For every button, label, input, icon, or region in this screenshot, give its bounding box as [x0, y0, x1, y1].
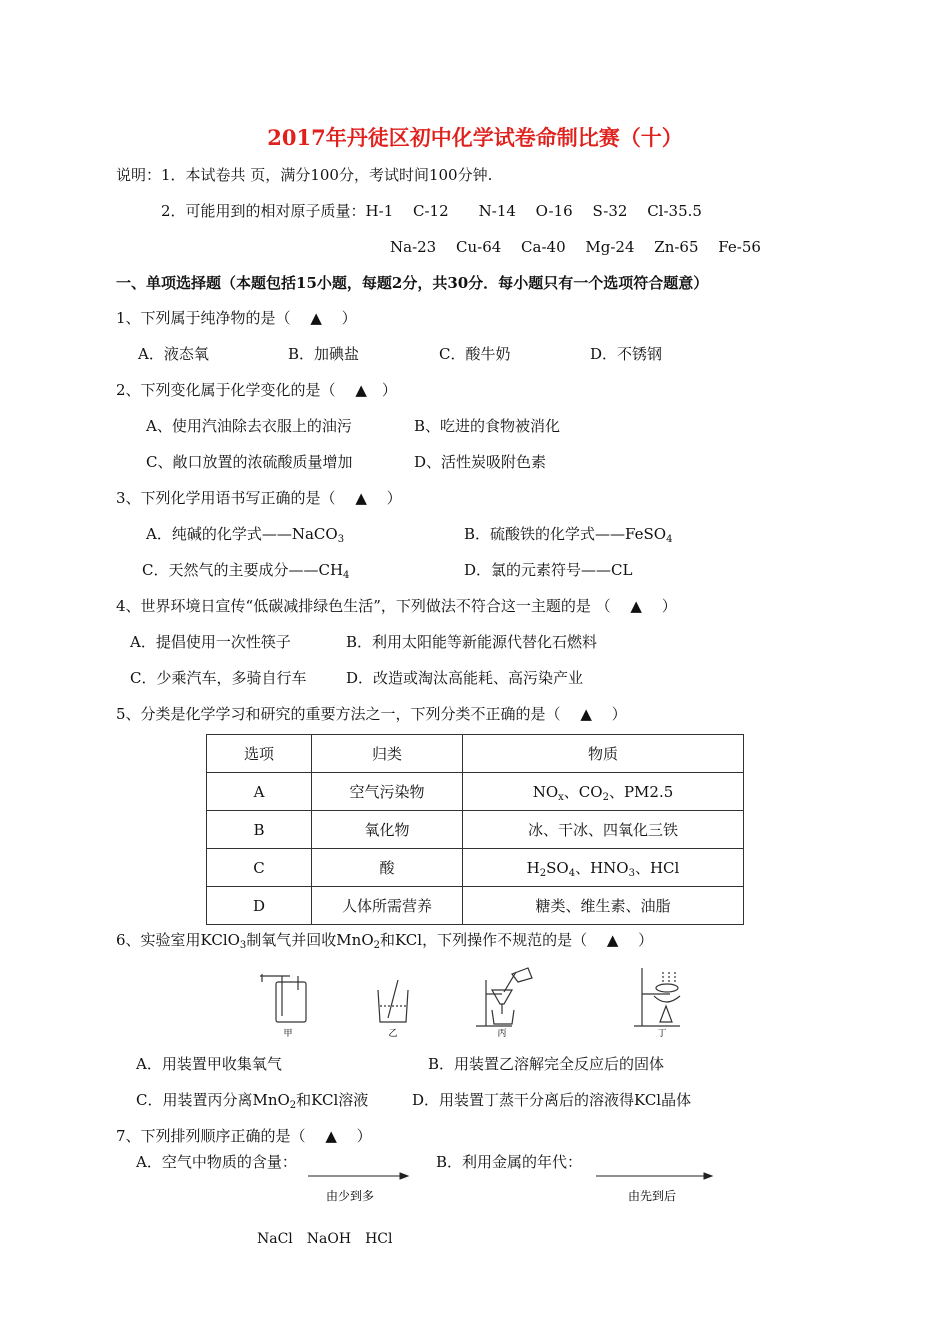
q3-option-c: C．天然气的主要成分$——CH_4$: [142, 561, 350, 581]
apparatus-bing: [476, 968, 532, 1026]
table-header-cell: 归类: [312, 735, 463, 773]
apparatus-label-yi: 乙: [388, 1029, 398, 1039]
table-row: [207, 887, 744, 925]
apparatus-label-bing: 丙: [497, 1029, 507, 1039]
table-cell: 糖类、维生素、油脂: [463, 887, 744, 925]
apparatus-diagram: [250, 960, 710, 1040]
arrow-b-label: 由先到后: [627, 1189, 677, 1203]
apparatus-ding: [634, 968, 680, 1026]
table-cell: 氧化物: [312, 811, 463, 849]
q4-option-a: A．提倡使用一次性筷子: [130, 633, 291, 651]
table-cell: $NO_x$、$CO_2$、PM2.5: [463, 773, 744, 811]
table-cell: D: [207, 887, 312, 925]
table-cell: 空气污染物: [312, 773, 463, 811]
table-cell: 冰、干冰、四氧化三铁: [463, 811, 744, 849]
apparatus-label-ding: 丁: [657, 1029, 667, 1039]
table-cell: 酸: [312, 849, 463, 887]
q4-option-d: D．改造或淘汰高能耗、高污染产业: [346, 669, 584, 687]
classification-table: [206, 734, 744, 925]
table-header-cell: 选项: [207, 735, 312, 773]
table-row: [207, 811, 744, 849]
q4-option-c: C．少乘汽车，多骑自行车: [130, 669, 307, 687]
question-1-stem: 1、下列属于纯净物的是（ ▲ ）: [116, 309, 357, 327]
table-cell: C: [207, 849, 312, 887]
q7-option-a: A．空气中物质的含量：: [136, 1153, 297, 1171]
table-header-row: [207, 735, 744, 773]
table-cell: 人体所需营养: [312, 887, 463, 925]
q2-option-c: C、敞口放置的浓硫酸质量增加: [146, 453, 353, 471]
q1-option-b: B．加碘盐: [288, 345, 360, 363]
arrow-a-label: 由少到多: [325, 1189, 375, 1203]
q2-option-d: D、活性炭吸附色素: [414, 453, 547, 471]
arrow-b: [596, 1173, 712, 1179]
question-4-stem: 4、世界环境日宣传“低碳减排绿色生活”，下列做法不符合这一主题的是 （ ▲ ）: [116, 597, 677, 615]
arrow-a: [308, 1173, 408, 1179]
table-row: [207, 773, 744, 811]
q3-option-d: D．氯的元素符号——CL: [464, 561, 633, 579]
question-2-stem: 2、下列变化属于化学变化的是（ ▲ ）: [116, 381, 397, 399]
q1-option-d: D．不锈钢: [590, 345, 663, 363]
q7-option-b: B．利用金属的年代：: [436, 1153, 583, 1171]
q3-option-b: B．硫酸铁的化学式——FeSO$_4$: [464, 525, 673, 545]
q7-option-c-items: NaCl NaOH HCl: [257, 1231, 393, 1247]
q1-option-a: A．液态氧: [138, 345, 209, 363]
notes-line-1: 说明：1．本试卷共 页，满分100分，考试时间100分钟.: [116, 166, 493, 184]
apparatus-jia: [260, 974, 306, 1022]
q2-option-a: A、使用汽油除去衣服上的油污: [146, 417, 352, 435]
notes-line-3: Na-23 Cu-64 Ca-40 Mg-24 Zn-65 Fe-56: [390, 238, 761, 256]
q6-option-a: A．用装置甲收集氧气: [136, 1055, 282, 1073]
order-arrows: [300, 1168, 720, 1204]
q6-option-b: B．用装置乙溶解完全反应后的固体: [428, 1055, 665, 1073]
apparatus-yi: [378, 980, 408, 1022]
apparatus-label-jia: 甲: [283, 1029, 293, 1039]
notes-line-2: 2．可能用到的相对原子质量：H-1 C-12 N-14 O-16 S-32 Cl-35.5: [161, 202, 702, 220]
question-6-stem: 6、实验室用KClO$_3$制氧气并回收MnO$_2$和KCl，下列操作不规范的是（ ▲ ）: [116, 931, 654, 951]
page-title: 2017年丹徒区初中化学试卷命制比赛（十）: [267, 125, 683, 150]
table-cell: $H_2SO_4$、$HNO_3$、HCl: [463, 849, 744, 887]
q1-option-c: C．酸牛奶: [439, 345, 511, 363]
question-3-stem: 3、下列化学用语书写正确的是（ ▲ ）: [116, 489, 402, 507]
table-header-cell: 物质: [463, 735, 744, 773]
q6-option-c: C．用装置丙分离MnO$_2$和KCl溶液: [136, 1091, 369, 1111]
q3-option-a: A．纯碱的化学式——NaCO$_3$: [146, 525, 345, 545]
table-cell: A: [207, 773, 312, 811]
section-heading: 一、单项选择题（本题包括15小题，每题2分，共30分．每小题只有一个选项符合题意）: [116, 274, 709, 292]
q6-option-d: D．用装置丁蒸干分离后的溶液得KCl晶体: [412, 1091, 692, 1109]
q4-option-b: B．利用太阳能等新能源代替化石燃料: [346, 633, 598, 651]
table-cell: B: [207, 811, 312, 849]
table-row: [207, 849, 744, 887]
q2-option-b: B、吃进的食物被消化: [414, 417, 561, 435]
question-7-stem: 7、下列排列顺序正确的是（ ▲ ）: [116, 1127, 372, 1145]
question-5-stem: 5、分类是化学学习和研究的重要方法之一，下列分类不正确的是（ ▲ ）: [116, 705, 627, 723]
